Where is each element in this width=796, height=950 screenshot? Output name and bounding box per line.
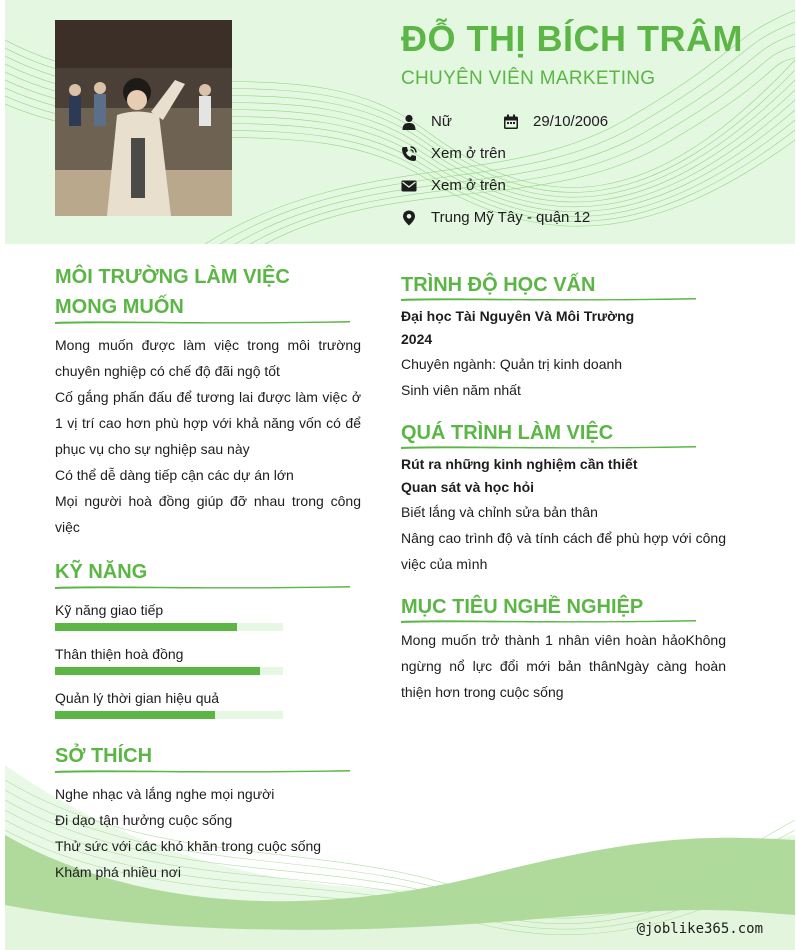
address-row — [401, 209, 590, 226]
section-underline — [55, 584, 350, 590]
skills-title: KỸ NĂNG — [55, 561, 148, 583]
candidate-name: ĐỖ THỊ BÍCH TRÂM — [401, 18, 743, 59]
skill-bar-fill — [55, 667, 260, 675]
education-major: Chuyên ngành: Quản trị kinh doanh — [401, 356, 623, 372]
education-school: Đại học Tài Nguyên Và Môi Trường — [401, 308, 635, 324]
section-underline — [55, 319, 350, 325]
dob-row — [503, 113, 608, 130]
gender-value: Nữ — [431, 113, 452, 130]
gender-row — [401, 113, 452, 130]
goal-text: Mong muốn trở thành 1 nhân viên hoàn hảoKhông ngừng nổ lực đổi mới bản thânNgày càng hoàn thiện hơn trong cuộc sống — [401, 632, 726, 700]
skill-bar — [55, 711, 283, 719]
skill-bar — [55, 667, 283, 675]
work-item: Nâng cao trình độ và tính cách để phù hợp với công việc của mình — [401, 530, 726, 572]
environment-item: Có thể dễ dàng tiếp cận các dự án lớn — [55, 467, 294, 483]
education-block — [401, 305, 731, 351]
education-status: Sinh viên năm nhất — [401, 382, 521, 398]
header-band — [5, 0, 795, 244]
goal-title: MỤC TIÊU NGHỀ NGHIỆP — [401, 596, 644, 618]
calendar-icon — [503, 114, 519, 130]
environment-title-line2: MONG MUỐN — [55, 296, 184, 318]
phone-row — [401, 145, 506, 162]
skill-label: Thân thiện hoà đồng — [55, 646, 184, 662]
footer-brand: @joblike365.com — [636, 921, 763, 937]
environment-item: Cố gắng phấn đấu để tương lai được làm việc ở 1 vị trí cao hơn phù hợp với khả năng vốn có để phục vụ cho sự nghiệp sau này — [55, 389, 361, 457]
work-title: QUÁ TRÌNH LÀM VIỆC — [401, 422, 614, 444]
skill-bar — [55, 623, 283, 631]
section-underline — [401, 618, 696, 624]
skill-bar-fill — [55, 711, 215, 719]
hobby-item: Nghe nhạc và lắng nghe mọi người — [55, 786, 275, 802]
hobby-item: Đi dạo tận hưởng cuộc sống — [55, 812, 233, 828]
hobby-item: Thử sức với các khó khăn trong cuộc sống — [55, 838, 322, 854]
education-year: 2024 — [401, 331, 433, 347]
environment-item: Mong muốn được làm việc trong môi trường chuyên nghiệp có chế độ đãi ngộ tốt — [55, 337, 361, 379]
work-headings — [401, 453, 731, 499]
job-title: CHUYÊN VIÊN MARKETING — [401, 68, 656, 89]
hobbies-list — [55, 781, 375, 885]
phone-value: Xem ở trên — [431, 145, 506, 162]
work-heading: Quan sát và học hỏi — [401, 479, 535, 495]
section-underline — [401, 296, 696, 302]
work-item: Biết lắng và chỉnh sửa bản thân — [401, 504, 598, 520]
skill-bar-fill — [55, 623, 237, 631]
phone-icon — [401, 146, 417, 162]
work-heading: Rút ra những kinh nghiệm cần thiết — [401, 456, 638, 472]
skill-label: Kỹ năng giao tiếp — [55, 602, 164, 618]
hobbies-title: SỞ THÍCH — [55, 745, 153, 767]
location-pin-icon — [401, 210, 417, 226]
section-underline — [401, 444, 696, 450]
environment-title-line1: MÔI TRƯỜNG LÀM VIỆC — [55, 266, 290, 288]
resume-page — [5, 0, 795, 950]
section-underline — [55, 768, 350, 774]
skill-label: Quản lý thời gian hiệu quả — [55, 690, 220, 706]
education-title: TRÌNH ĐỘ HỌC VẤN — [401, 274, 596, 296]
environment-item: Mọi người hoà đồng giúp đỡ nhau trong công việc — [55, 493, 361, 535]
user-icon — [401, 114, 417, 130]
envelope-icon — [401, 178, 417, 194]
dob-value: 29/10/2006 — [533, 113, 609, 130]
address-value: Trung Mỹ Tây - quận 12 — [431, 209, 591, 226]
environment-list — [55, 332, 361, 540]
email-row — [401, 177, 506, 194]
profile-photo — [55, 20, 232, 216]
email-value: Xem ở trên — [431, 177, 506, 194]
hobby-item: Khám phá nhiều nơi — [55, 864, 181, 880]
education-details — [401, 351, 731, 403]
work-list — [401, 499, 726, 577]
